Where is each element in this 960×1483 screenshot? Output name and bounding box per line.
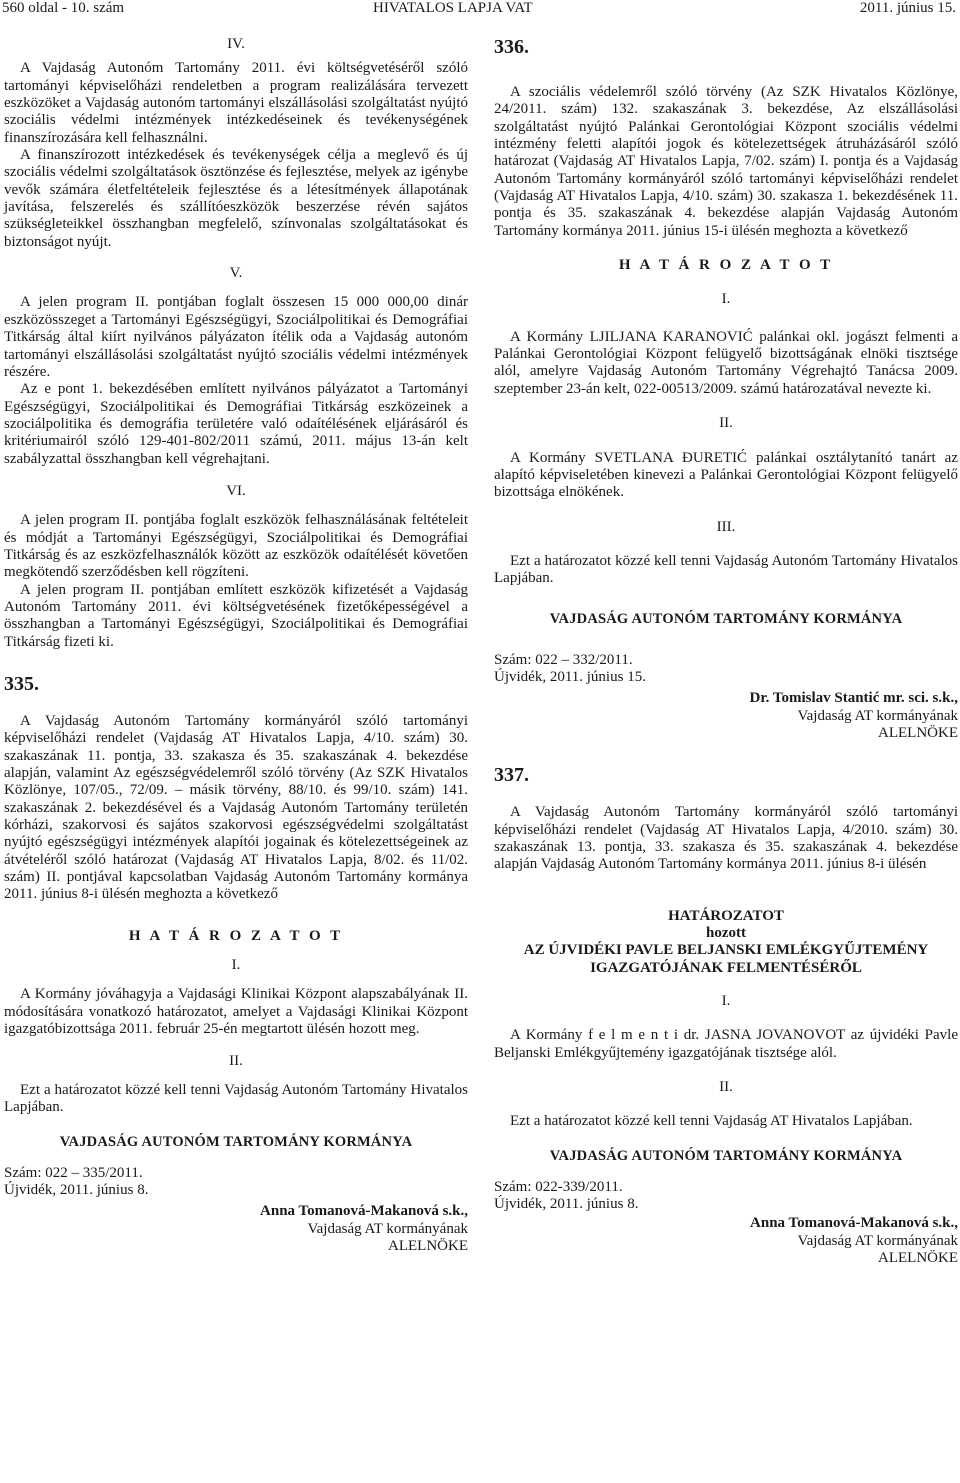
section-heading: I. [721, 291, 731, 308]
signatory-role: Vajdaság AT kormányának [307, 1220, 468, 1237]
paragraph: Ezt a határozatot közzé kell tenni Vajdaság Autonóm Tartomány Hivatalos Lapjában. [494, 552, 958, 587]
signatory-role: Vajdaság AT kormányának [797, 707, 958, 724]
government-name: VAJDASÁG AUTONÓM TARTOMÁNY KORMÁNYA [59, 1133, 413, 1150]
section-heading: V. [229, 265, 243, 282]
paragraph: A Kormány SVETLANA ĐURETIĆ palánkai osztálytanító tanárt az alapító képviseletében kinevezi a Palánkai Gerontológiai Központ felügyelő bizottsága elnökének. [494, 449, 958, 501]
signatory-name: Dr. Tomislav Stantić mr. sci. s.k., [749, 690, 958, 707]
decision-heading: H A T Á R O Z A T O T [618, 257, 834, 274]
section-heading: I. [721, 993, 731, 1010]
government-name: VAJDASÁG AUTONÓM TARTOMÁNY KORMÁNYA [549, 1147, 903, 1164]
signatory-title: ALELNÖKE [388, 1237, 468, 1254]
issue-date: 2011. június 15. [859, 0, 956, 16]
section-heading: II. [719, 415, 733, 432]
paragraph: A jelen program II. pontjába foglalt eszközök felhasználásának feltételeit és módját a Tartományi Egészségügyi, Szociálpolitikai és Demográfiai Titkárság és az eszközfelhasználók között az eszközök odaítélését követően megkötendő szerződésben kell rögzíteni. [4, 512, 468, 581]
decision-heading: HATÁROZATOT [668, 907, 784, 924]
signatory-title: ALELNÖKE [878, 724, 958, 741]
paragraph: A Vajdaság Autonóm Tartomány kormányáról szóló tartományi képviselőházi rendelet (Vajdaság AT Hivatalos Lapja, 4/10. szám) 30. szakaszának 11. pontja, 33. szakasza és 35. szakaszának 4. bekezdése alapján, valamint Az egészségvédelemről szóló törvény (Az SZK Hivatalos Közlönye, 107/05., 72/09. – másik törvény, 88/10. és 99/10. szám) 141. szakaszának 2. bekezdésével és a Vajdaság Autonóm Tartomány területén kórházi, szakorvosi és sajátos szakorvosi egészségvédelmi szolgáltatást nyújtó egészségügyi intézmények alapítói jogainak és kötelezettségeinek az átvételéről szóló határozat (Vajdaság AT Hivatalos Lapja, 8/02. és 11/02. szám) II. pontjával kapcsolatban Vajdaság Autonóm Tartomány kormánya 2011. június 8-i ülésén meghozta a következő [4, 713, 468, 903]
decision-number: 336. [494, 36, 529, 58]
decision-heading-sub: hozott [706, 925, 746, 941]
signature-block [4, 1203, 468, 1255]
left-column [4, 36, 468, 1255]
paragraph: A finanszírozott intézkedések és tevékenységek célja a meglevő és új szociális védelmi szolgáltatások ösztönzése és fejlesztése, melyek az igénybe vevők számára életfeltételeik fejlesztése és a létesítmények állapotának javítása, felszerelés és szállítóeszközök beszerzése révén sajátos szükségleteikkel összhangban megfelelő, színvonalas szolgáltatásokat és biztonságot nyújt. [4, 147, 468, 250]
right-column [494, 36, 958, 1267]
signatory-name: Anna Tomanová-Makanová s.k., [260, 1203, 468, 1220]
decision-subject: AZ ÚJVIDÉKI PAVLE BELJANSKI EMLÉKGYŰJTEMÉNY [523, 942, 929, 959]
paragraph: A Vajdaság Autonóm Tartomány 2011. évi költségvetéséről szóló tartományi képviselőházi rendeletben a program realizálására tervezett eszközöket a Vajdaság autonóm tartományi elszállásolási szolgáltatást nyújtó szociális védelmi intézmények intézkedéseinek és tevékenységének finanszírozására kell felhasználni. [4, 60, 468, 146]
place-date: Újvidék, 2011. június 8. [4, 1181, 149, 1198]
page-header [0, 0, 960, 18]
signature-block [494, 1215, 958, 1267]
document-number: Szám: 022 – 332/2011. [494, 651, 633, 668]
decision-number: 337. [494, 764, 529, 787]
paragraph: A Kormány jóváhagyja a Vajdasági Klinikai Központ alapszabályának II. módosítására vonatkozó határozatot, amelyet a Vajdasági Klinikai Központ igazgatóbizottsága 2011. február 25-én megtartott ülésén hozott meg. [4, 986, 468, 1038]
paragraph: Az e pont 1. bekezdésében említett nyilvános pályázatot a Tartományi Egészségügyi, Szociálpolitikai és Demográfiai Titkárság eszközeinek a szociálpolitika és demográfia területére való odaítélésének eljárásáról és kritériumairól szóló 129-401-802/2011 számú, 2011. május 13-án kelt szabályzattal összhangban kell végrehajtani. [4, 381, 468, 467]
document-number: Szám: 022-339/2011. [494, 1178, 623, 1195]
section-heading: II. [229, 1052, 243, 1069]
paragraph: A Kormány LJILJANA KARANOVIĆ palánkai okl. jogászt felmenti a Palánkai Gerontológiai Központ felügyelő bizottságának elnöki tisztsége alól, amelyre Vajdaság Autonóm Tartomány Végrehajtó Tanácsa 2009. szeptember 23-án kelt, 022-00513/2009. számú határozatával nevezte ki. [494, 328, 958, 397]
section-heading: VI. [226, 482, 246, 499]
section-heading: IV. [227, 36, 245, 52]
signatory-role: Vajdaság AT kormányának [797, 1232, 958, 1249]
signatory-name: Anna Tomanová-Makanová s.k., [750, 1215, 958, 1232]
paragraph: Ezt a határozatot közzé kell tenni Vajdaság Autonóm Tartomány Hivatalos Lapjában. [4, 1081, 468, 1116]
paragraph: Ezt a határozatot közzé kell tenni Vajdaság AT Hivatalos Lapjában. [510, 1113, 913, 1130]
publication-title: HIVATALOS LAPJA VAT [373, 0, 533, 16]
paragraph: A jelen program II. pontjában említett eszközök kifizetését a Vajdaság Autonóm Tartomány 2011. évi költségvetésének fizetőképességével a összhangban a Tartományi Egészségügyi, Szociálpolitikai és Demográfiai Titkárság fizeti ki. [4, 581, 468, 650]
section-heading: I. [231, 957, 241, 974]
document-number: Szám: 022 – 335/2011. [4, 1164, 143, 1181]
decision-number: 335. [4, 673, 39, 695]
paragraph: A Vajdaság Autonóm Tartomány kormányáról szóló tartományi képviselőházi rendelet (Vajdaság AT Hivatalos Lapja, 4/2010. szám) 30. szakaszának 13. pontja, 33. szakasza és 35. szakaszának 4. bekezdése alapján Vajdaság Autonóm Tartomány kormánya 2011. június 8-i ülésén [494, 804, 958, 873]
paragraph: A Kormány f e l m e n t i dr. JASNA JOVANOVOT az újvidéki Pavle Beljanski Emlékgyűjtemény igazgatójának tisztsége alól. [494, 1027, 958, 1061]
section-heading: II. [719, 1079, 733, 1096]
paragraph: A szociális védelemről szóló törvény (Az SZK Hivatalos Közlönye, 24/2011. szám) 132. szakaszának 3. bekezdése, Az elszállásolási szolgáltatást nyújtó Palánkai Gerontológiai Központ szociális védelmi intézmény feletti alapítói jogok és kötelezettségek átruházásáról szóló határozat (Vajdaság AT Hivatalos Lapja, 7/02. szám) I. pontja és a Vajdaság Autonóm Tartomány kormányáról szóló tartományi képviselőházi rendelet (Vajdaság AT Hivatalos Lapja, 4/10. szám) 30. szakasza 1. bekezdésének 11. pontja és 35. szakaszának 4. bekezdése alapján Vajdaság Autonóm Tartomány kormánya 2011. június 15-i ülésén meghozta a következő [494, 84, 958, 239]
paragraph: A jelen program II. pontjában foglalt összesen 15 000 000,00 dinár eszközösszeget a Tartományi Egészségügyi, Szociálpolitikai és Demográfiai Titkárság által kiírt nyilvános pályázaton ítélik oda a Vajdaság autonóm tartományi elszállásolási szolgáltatást nyújtó szociális védelmi intézmények részére. [4, 294, 468, 380]
decision-heading: H A T Á R O Z A T O T [128, 927, 344, 944]
decision-title-block [494, 908, 958, 977]
section-heading: III. [716, 518, 736, 535]
signature-block [494, 690, 958, 742]
government-name: VAJDASÁG AUTONÓM TARTOMÁNY KORMÁNYA [549, 610, 903, 627]
place-date: Újvidék, 2011. június 8. [494, 1196, 639, 1213]
signatory-title: ALELNÖKE [878, 1250, 958, 1267]
place-date: Újvidék, 2011. június 15. [494, 668, 646, 685]
page-number: 560 oldal - 10. szám [2, 0, 125, 16]
decision-subject: IGAZGATÓJÁNAK FELMENTÉSÉRŐL [590, 959, 862, 976]
